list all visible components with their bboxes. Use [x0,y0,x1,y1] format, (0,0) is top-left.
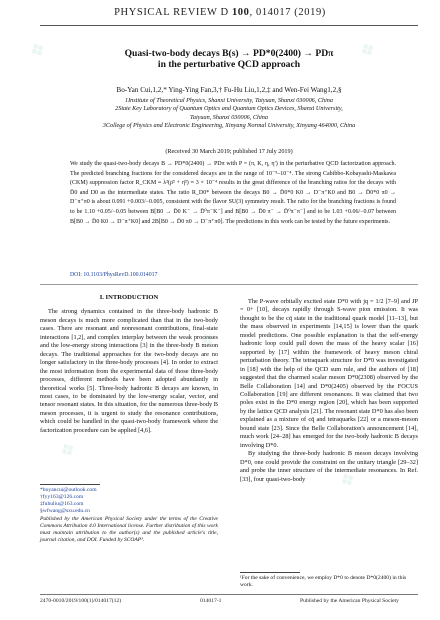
footer-page-number: 014017-1 [200,598,222,604]
author-emails [40,484,218,515]
footnote-rule-right [240,572,300,573]
abstract: We study the quasi-two-body decays B → PD*0(2400) → PDπ with P = (π, K, η, η′) in the perturbative QCD factorization approach. The predicted branching fractions for the considered decays are in the range of 10⁻⁹–10⁻⁴. The strong Cabibbo-Kobayashi-Maskawa (CKM) suppression factor R_CKM ≡ λ²(ρ̄² + η̄²) ≈ 3 × 10⁻⁴ results in the great difference of the branching ratios for the decays with D̄0 and D0 as the intermediate states. The ratio R_D0* between the decays B0 → D̄0*0 K0 → D⁻π⁺K0 and B0 → D̄0*0 π0 → D⁻π⁺π0 is about 0.091 +0.003/−0.005, consistent with the flavor SU(3) symmetry result. The ratio for the branching fractions is found to be 1.10 +0.05/−0.05 between B[B0 → D̄0 K⁻ → D̄⁰π⁻K⁻] and B[B0 → D̄0 π⁻ → D̄⁰π⁻π⁻] and to be 1.03 +0.06/−0.07 between B[B0 → D̄0 K0 → D⁻π⁺K0] and 2B[B0 → D̄0 π0 → D⁻π⁺π0]. The predictions in this work can be tested by the future experiments. [70,161,396,225]
left-column [40,290,218,435]
email-2[interactable]: †fyy163@126.com [40,494,84,500]
journal-volume: 100 [231,7,250,18]
received-dates: (Received 30 March 2019; published 17 July 2019) [165,148,293,155]
affiliation-2-city: Taiyuan, Shanxi 030006, China [190,113,268,121]
footer-rule [40,594,418,595]
journal-header: PHYSICAL REVIEW D 100, 014017 (2019) [114,7,326,18]
email-3[interactable]: ‡fuhuliu@163.com [40,501,84,507]
footnote [240,572,418,589]
author-list: Bo-Yan Cui,1,2,* Ying-Ying Fan,3,† Fu-Hu Liu,1,2,‡ and Wen-Fei Wang1,2,§ [116,86,342,94]
journal-name: PHYSICAL REVIEW D [114,7,229,18]
title-line-1: Quasi-two-body decays B(s) → PD*0(2400) → PDπ [124,48,334,59]
paper-title [40,48,418,70]
license-notice: Published by the American Physical Society under the terms of the Creative Commons Attribution 4.0 International license. Further distribution of this work must maintain attribution to the author(s) and the published article's title, journal citation, and DOI. Funded by SCOAP³. [40,516,218,543]
footnote-text: ¹For the sake of convenience, we employ D*0 to denote D*0(2400) in this work. [240,575,407,588]
email-4[interactable]: §wfwang@sxu.edu.cn [40,508,90,514]
footer-issn: 2470-0010/2019/100(1)/014017(12) [40,598,122,604]
affiliations [40,97,418,131]
header-rule [40,25,418,26]
affiliation-1: 1Institute of Theoretical Physics, Shanxi University, Taiyuan, Shanxi 030006, China [124,97,333,104]
affiliation-3: 3College of Physics and Electronic Engineering, Xinyang Normal University, Xinyang 464000, China [102,122,356,130]
watermark: ❖ ❖ ❖ ❖ ❖ [25,37,381,494]
intro-paragraph-1: The strong dynamics contained in the three-body hadronic B meson decays is much more complicated than that in the two-body cases. There are resonant and nonresonant contributions, final-state interactions [1,2], and complex interplay between the weak processes and the low-energy strong interactions [3] in the three-body B meson decays. The traditional approaches for the two-body decays are no longer satisfactory in the three-body processes [4]. In order to extract the most information from the experimental data of those three-body processes, different methods have been adopted abundantly in theoretical works [5]. Three-body hadronic B decays are known, in most cases, to be dominated by the low-energy scalar, vector, and tensor resonant states. In this situation, for the numerous three-body B meson processes, it is urgent to study the resonance contributions, which could be handled in the quasi-two-body framework where the factorization procedure can be applied [4,6]. [40,308,218,434]
footer-publisher: Published by the American Physical Society [300,598,399,604]
right-paragraph-1: The P-wave orbitally excited state D*0 with jq = 1/2 [7–9] and JP = 0+ [10], decays rapidly through S-wave pion emission. It was thought to be the cq̄ state in the traditional quark model [11–13], but the mass observed in experiments [14,15] is lower than the quark model predictions. One possible explanation is that the self-energy hadronic loop could pull down the mass of the heavy scalar [16] supported by [17] within the framework of heavy meson chiral perturbation theory. The tetraquark structure for D*0 was investigated in [18] with the help of the QCD sum rule, and the authors of [18] suggested that the charmed scalar meson D*0(2308) observed by the Belle Collaboration [14] and D*0(2405) observed by the FOCUS Collaboration [19] are different resonances. It was claimed that two poles exist in the D*0 energy region [20], which has been supported by the lattice QCD analysis [21]. The resonant state D*0 has also been explained as a mixture of cq̄ and tetraquarks [22] or a meson-meson bound state [23]. Since the Belle Collaboration's announcement [14], much work [24–28] has emerged for the two-body hadronic B decays involving D*0. [240,298,418,449]
footnote-rule [40,484,100,485]
article-number: 014017 (2019) [255,7,326,18]
section-heading-introduction: I. INTRODUCTION [99,294,159,301]
affiliation-2: 2State Key Laboratory of Quantum Optics and Quantum Optics Devices, Shanxi University, [115,105,343,113]
abstract-rule [40,284,418,285]
right-paragraph-2: By studying the three-body hadronic B meson decays involving D*0, one could provide the constraint on the unitary triangle [29–32] and probe the inner structure of the intermediate resonances. In Ref. [33], four quasi-two-body [240,450,418,483]
doi-link[interactable]: DOI: 10.1103/PhysRevD.100.014017 [70,272,158,278]
right-column [240,298,418,484]
title-line-2: in the perturbative QCD approach [157,59,301,70]
email-1[interactable]: *boyancui@outlook.com [40,487,97,493]
